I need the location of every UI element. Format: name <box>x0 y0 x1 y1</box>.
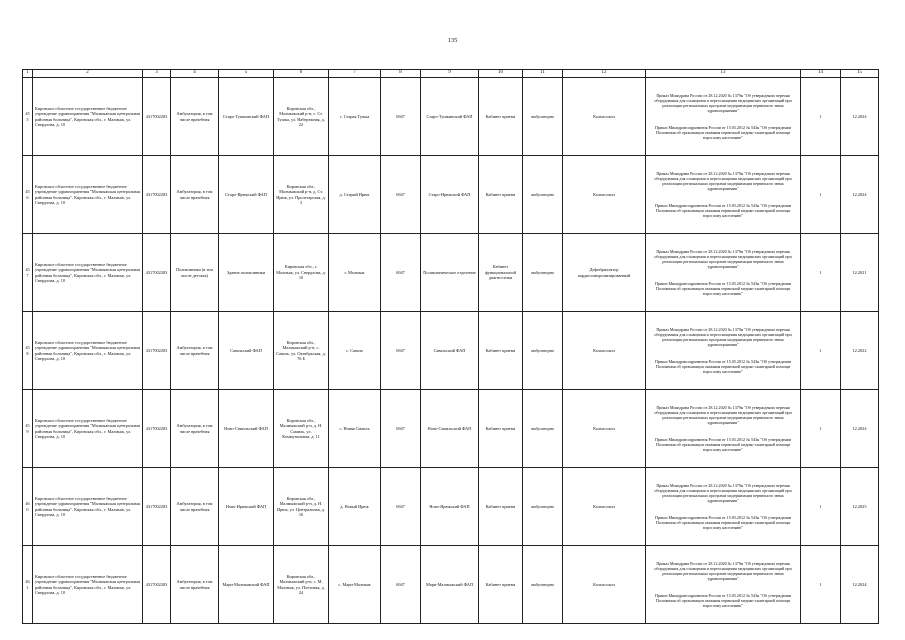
column-header: 9 <box>421 70 479 78</box>
table-row <box>23 390 879 468</box>
cell-inn: 4317002283 <box>143 312 171 390</box>
cell-number: 455 <box>23 78 33 156</box>
cell-care: амбулаторно <box>523 78 563 156</box>
cell-inn: 4317002283 <box>143 546 171 624</box>
cell-care: амбулаторно <box>523 312 563 390</box>
cell-care: амбулаторно <box>523 468 563 546</box>
cell-unit: Старо-Ирюкский ФАП <box>219 156 274 234</box>
cell-type: Амбулатория, в том числе врачебная <box>171 546 219 624</box>
cell-basis <box>646 156 801 234</box>
basis-order-1379n: Приказ Минздрава России от 28.12.2020 № 1379н "Об утверждении перечня оборудования для оснащения и переоснащения медицинских организаций при реализации региональных программ модернизации первичного звена здравоохранения" <box>654 482 792 503</box>
cell-subdivision: Ново-Ирюкский ФАП <box>421 468 479 546</box>
cell-address: Кировская обл., Малмыжский р-н, с. Саваль, ул. Октябрьская, д. 76 Б <box>274 312 329 390</box>
cell-room: Кабинет приема <box>479 156 523 234</box>
cell-equipment: Кольпоскоп <box>563 546 646 624</box>
cell-room: Кабинет приема <box>479 312 523 390</box>
column-header: 11 <box>523 70 563 78</box>
cell-type: Амбулатория, в том числе врачебная <box>171 78 219 156</box>
cell-number: 456 <box>23 156 33 234</box>
cell-equipment: Кольпоскоп <box>563 156 646 234</box>
cell-inn: 4317002283 <box>143 468 171 546</box>
equipment-table <box>22 69 879 624</box>
cell-date: 12.2024 <box>841 390 879 468</box>
cell-date: 12.2021 <box>841 234 879 312</box>
cell-care: амбулаторно <box>523 234 563 312</box>
column-header: 13 <box>646 70 801 78</box>
cell-room: Кабинет функциональной диагностики <box>479 234 523 312</box>
cell-unit: Мари-Малмыжский ФАП <box>219 546 274 624</box>
cell-subdivision: Старо-Ирюкский ФАП <box>421 156 479 234</box>
cell-oktmo: 6947 <box>381 312 421 390</box>
basis-order-1379n: Приказ Минздрава России от 28.12.2020 № 1379н "Об утверждении перечня оборудования для оснащения и переоснащения медицинских организаций при реализации региональных программ модернизации первичного звена здравоохранения" <box>654 170 792 191</box>
cell-organization: Кировское областное государственное бюджетное учреждение здравоохранения "Малмыжская центральная районная больница", Кировская обл., г. Малмыж, ул. Свердлова, д. 10 <box>33 312 143 390</box>
basis-order-1379n: Приказ Минздрава России от 28.12.2020 № 1379н "Об утверждении перечня оборудования для оснащения и переоснащения медицинских организаций при реализации региональных программ модернизации первичного звена здравоохранения" <box>654 248 792 269</box>
cell-number: 460 <box>23 468 33 546</box>
column-header: 1 <box>23 70 33 78</box>
cell-organization: Кировское областное государственное бюджетное учреждение здравоохранения "Малмыжская центральная районная больница", Кировская обл., г. Малмыж, ул. Свердлова, д. 10 <box>33 156 143 234</box>
cell-room: Кабинет приема <box>479 468 523 546</box>
cell-subdivision: Ново-Смаильский ФАП <box>421 390 479 468</box>
cell-date: 12.2024 <box>841 546 879 624</box>
cell-date: 12.2024 <box>841 78 879 156</box>
cell-equipment: Дефибриллятор кардиосинхронизированный <box>563 234 646 312</box>
cell-basis <box>646 546 801 624</box>
cell-number: 457 <box>23 234 33 312</box>
table-row <box>23 156 879 234</box>
basis-order-543n: Приказ Минздравсоцразвития России от 15.05.2012 № 543н "Об утверждении Положения об организации оказания первичной медико-санитарной помощи взрослому населению" <box>654 281 792 297</box>
table-row <box>23 312 879 390</box>
cell-subdivision: Поликлиническое отделение <box>421 234 479 312</box>
cell-unit: Здание поликлиники <box>219 234 274 312</box>
cell-date: 12.2024 <box>841 156 879 234</box>
cell-unit: Ново-Ирюкский ФАП <box>219 468 274 546</box>
cell-address: Кировская обл., Малмыжский р-н, д. Ст. Ирюк, ул. Пролетарская, д. 3 <box>274 156 329 234</box>
table-row <box>23 234 879 312</box>
cell-address: Кировская обл., Малмыжский р-н, д. Н. Ирюк, ул. Центральная, д. 16 <box>274 468 329 546</box>
cell-address: Кировская обл., Малмыжский р-н, с. М. Малмыж, ул. Почтовая, д. 24 <box>274 546 329 624</box>
cell-room: Кабинет приема <box>479 390 523 468</box>
cell-quantity: 1 <box>801 468 841 546</box>
cell-oktmo: 6947 <box>381 546 421 624</box>
cell-type: Поликлиника (в том числе детская) <box>171 234 219 312</box>
cell-organization: Кировское областное государственное бюджетное учреждение здравоохранения "Малмыжская центральная районная больница", Кировская обл., г. Малмыж, ул. Свердлова, д. 10 <box>33 78 143 156</box>
cell-address: Кировская обл., г. Малмыж, ул. Свердлова, д. 10 <box>274 234 329 312</box>
cell-settlement: г. Малмыж <box>329 234 381 312</box>
column-header: 14 <box>801 70 841 78</box>
table-row <box>23 468 879 546</box>
cell-settlement: с. Новая Смаиль <box>329 390 381 468</box>
cell-subdivision: Мари-Малмыжский ФАП <box>421 546 479 624</box>
basis-order-543n: Приказ Минздравсоцразвития России от 15.05.2012 № 543н "Об утверждении Положения об организации оказания первичной медико-санитарной помощи взрослому населению" <box>654 125 792 141</box>
cell-oktmo: 6947 <box>381 234 421 312</box>
cell-care: амбулаторно <box>523 156 563 234</box>
cell-quantity: 1 <box>801 312 841 390</box>
cell-subdivision: Старо-Тушкинский ФАП <box>421 78 479 156</box>
cell-equipment: Кольпоскоп <box>563 468 646 546</box>
cell-organization: Кировское областное государственное бюджетное учреждение здравоохранения "Малмыжская центральная районная больница", Кировская обл., г. Малмыж, ул. Свердлова, д. 10 <box>33 390 143 468</box>
cell-organization: Кировское областное государственное бюджетное учреждение здравоохранения "Малмыжская центральная районная больница", Кировская обл., г. Малмыж, ул. Свердлова, д. 10 <box>33 546 143 624</box>
cell-oktmo: 6947 <box>381 390 421 468</box>
cell-settlement: с. Мари-Малмыж <box>329 546 381 624</box>
cell-settlement: д. Старый Ирюк <box>329 156 381 234</box>
basis-order-1379n: Приказ Минздрава России от 28.12.2020 № 1379н "Об утверждении перечня оборудования для оснащения и переоснащения медицинских организаций при реализации региональных программ модернизации первичного звена здравоохранения" <box>654 326 792 347</box>
basis-order-543n: Приказ Минздравсоцразвития России от 15.05.2012 № 543н "Об утверждении Положения об организации оказания первичной медико-санитарной помощи взрослому населению" <box>654 359 792 375</box>
cell-inn: 4317002283 <box>143 78 171 156</box>
column-header: 8 <box>381 70 421 78</box>
cell-subdivision: Савальский ФАП <box>421 312 479 390</box>
cell-inn: 4317002283 <box>143 234 171 312</box>
cell-organization: Кировское областное государственное бюджетное учреждение здравоохранения "Малмыжская центральная районная больница", Кировская обл., г. Малмыж, ул. Свердлова, д. 10 <box>33 468 143 546</box>
column-header: 15 <box>841 70 879 78</box>
cell-quantity: 1 <box>801 234 841 312</box>
cell-unit: Ново-Смаильский ФАП <box>219 390 274 468</box>
cell-basis <box>646 312 801 390</box>
cell-settlement: с. Саваль <box>329 312 381 390</box>
cell-quantity: 1 <box>801 546 841 624</box>
basis-order-543n: Приказ Минздравсоцразвития России от 15.05.2012 № 543н "Об утверждении Положения об организации оказания первичной медико-санитарной помощи взрослому населению" <box>654 203 792 219</box>
cell-address: Кировская обл., Малмыжский р-н, д. Н. Смаиль, ул. Коммунальная, д. 11 <box>274 390 329 468</box>
cell-basis <box>646 390 801 468</box>
cell-room: Кабинет приема <box>479 78 523 156</box>
page-number: 135 <box>447 37 458 44</box>
cell-number: 458 <box>23 312 33 390</box>
cell-equipment: Кольпоскоп <box>563 390 646 468</box>
cell-oktmo: 6947 <box>381 468 421 546</box>
cell-quantity: 1 <box>801 78 841 156</box>
table-row <box>23 78 879 156</box>
basis-order-543n: Приказ Минздравсоцразвития России от 15.05.2012 № 543н "Об утверждении Положения об организации оказания первичной медико-санитарной помощи взрослому населению" <box>654 515 792 531</box>
column-header: 4 <box>171 70 219 78</box>
column-header: 2 <box>33 70 143 78</box>
header-row <box>23 70 879 78</box>
cell-inn: 4317002283 <box>143 156 171 234</box>
cell-organization: Кировское областное государственное бюджетное учреждение здравоохранения "Малмыжская центральная районная больница", Кировская обл., г. Малмыж, ул. Свердлова, д. 10 <box>33 234 143 312</box>
cell-date: 12.2025 <box>841 468 879 546</box>
cell-equipment: Кольпоскоп <box>563 312 646 390</box>
basis-order-1379n: Приказ Минздрава России от 28.12.2020 № 1379н "Об утверждении перечня оборудования для оснащения и переоснащения медицинских организаций при реализации региональных программ модернизации первичного звена здравоохранения" <box>654 560 792 581</box>
cell-date: 12.2022 <box>841 312 879 390</box>
basis-order-543n: Приказ Минздравсоцразвития России от 15.05.2012 № 543н "Об утверждении Положения об организации оказания первичной медико-санитарной помощи взрослому населению" <box>654 437 792 453</box>
cell-quantity: 1 <box>801 390 841 468</box>
cell-basis <box>646 234 801 312</box>
basis-order-1379n: Приказ Минздрава России от 28.12.2020 № 1379н "Об утверждении перечня оборудования для оснащения и переоснащения медицинских организаций при реализации региональных программ модернизации первичного звена здравоохранения" <box>654 404 792 425</box>
cell-unit: Савальский ФАП <box>219 312 274 390</box>
column-header: 10 <box>479 70 523 78</box>
cell-care: амбулаторно <box>523 546 563 624</box>
cell-oktmo: 6947 <box>381 78 421 156</box>
basis-order-543n: Приказ Минздравсоцразвития России от 15.05.2012 № 543н "Об утверждении Положения об организации оказания первичной медико-санитарной помощи взрослому населению" <box>654 593 792 609</box>
cell-type: Амбулатория, в том числе врачебная <box>171 312 219 390</box>
cell-oktmo: 6947 <box>381 156 421 234</box>
cell-settlement: д. Новый Ирюк <box>329 468 381 546</box>
cell-type: Амбулатория, в том числе врачебная <box>171 390 219 468</box>
cell-equipment: Кольпоскоп <box>563 78 646 156</box>
table-row <box>23 546 879 624</box>
cell-unit: Старо-Тушкинский ФАП <box>219 78 274 156</box>
column-header: 6 <box>274 70 329 78</box>
cell-inn: 4317002283 <box>143 390 171 468</box>
cell-address: Кировская обл., Малмыжский р-н, с. Ст. Тушка, ул. Набережная, д. 22 <box>274 78 329 156</box>
cell-basis <box>646 78 801 156</box>
cell-quantity: 1 <box>801 156 841 234</box>
column-header: 7 <box>329 70 381 78</box>
cell-number: 459 <box>23 390 33 468</box>
column-header: 12 <box>563 70 646 78</box>
cell-basis <box>646 468 801 546</box>
cell-care: амбулаторно <box>523 390 563 468</box>
column-header: 3 <box>143 70 171 78</box>
cell-room: Кабинет приема <box>479 546 523 624</box>
cell-type: Амбулатория, в том числе врачебная <box>171 468 219 546</box>
cell-settlement: с. Старая Тушка <box>329 78 381 156</box>
basis-order-1379n: Приказ Минздрава России от 28.12.2020 № 1379н "Об утверждении перечня оборудования для оснащения и переоснащения медицинских организаций при реализации региональных программ модернизации первичного звена здравоохранения" <box>654 92 792 113</box>
cell-type: Амбулатория, в том числе врачебная <box>171 156 219 234</box>
column-header: 5 <box>219 70 274 78</box>
cell-number: 461 <box>23 546 33 624</box>
